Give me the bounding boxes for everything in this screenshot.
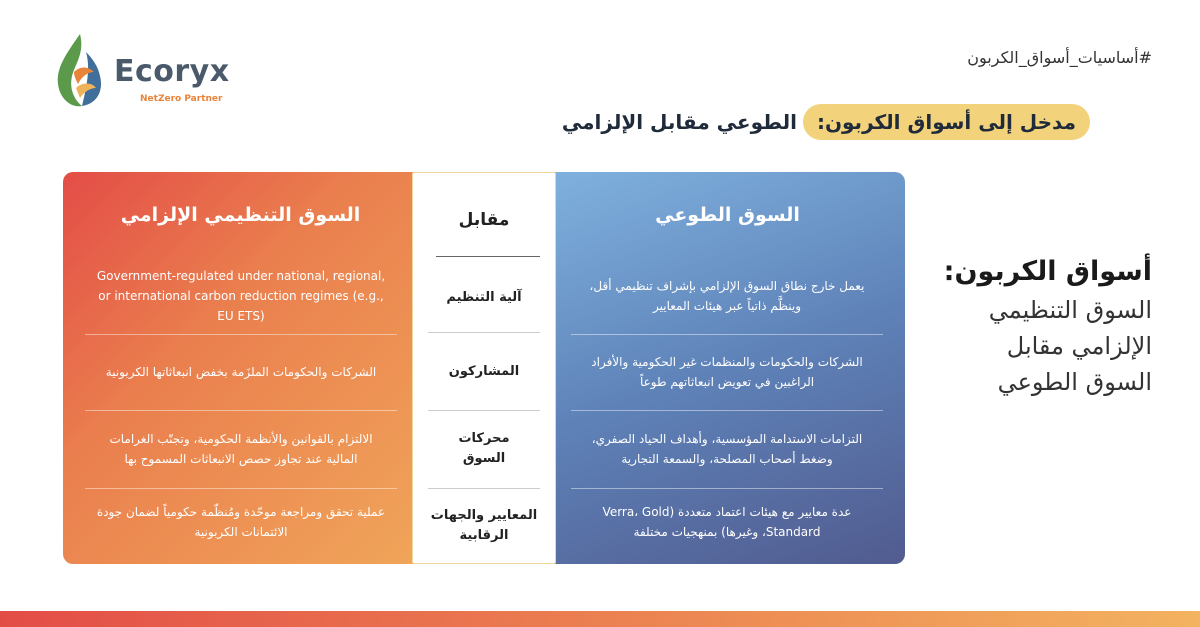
side-title-line1: أسواق الكربون: — [943, 256, 1152, 287]
bottom-gradient-bar — [0, 611, 1200, 627]
compliance-participants-cell: الشركات والحكومات الملزَمة بخفض انبعاثاتها الكربونية — [105, 365, 377, 379]
headline-rest: الطوعي مقابل الإلزامي — [561, 110, 797, 134]
side-title-line2: السوق التنظيمي — [988, 296, 1152, 324]
middle-header-underline — [436, 256, 540, 257]
row-label-drivers: محركات السوق — [458, 431, 510, 466]
row-divider — [571, 488, 883, 489]
row-label-regulation: آلية التنظيم — [446, 290, 522, 305]
compliance-regulation-cell: Government-regulated under national, regional, or international carbon reduction regimes (e.g., EU ETS) — [96, 269, 386, 323]
leaf-drop-icon — [52, 32, 108, 112]
side-title-line4: السوق الطوعي — [997, 368, 1152, 396]
voluntary-standards-cell: عدة معايير مع هيئات اعتماد متعددة (Verra، Gold Standard، وغيرها) بمنهجيات مختلفة — [602, 505, 852, 539]
brand-tagline: NetZero Partner — [140, 94, 223, 104]
hashtag: #أساسيات_أسواق_الكربون — [967, 48, 1152, 67]
brand-logo — [52, 32, 252, 112]
voluntary-regulation-cell: يعمل خارج نطاق السوق الإلزامي بإشراف تنظيمي أقل، وينظَّم ذاتياً عبر هيئات المعايير — [589, 279, 865, 313]
voluntary-participants-cell: الشركات والحكومات والمنظمات غير الحكومية والأفراد الراغبين في تعويض انبعاثاتهم طوعاً — [591, 355, 863, 389]
row-divider — [428, 332, 540, 333]
voluntary-drivers-cell: التزامات الاستدامة المؤسسية، وأهداف الحياد الصفري، وضغط أصحاب المصلحة، والسمعة التجارية — [591, 432, 863, 466]
brand-name: Ecoryx — [114, 54, 230, 89]
row-divider — [428, 488, 540, 489]
row-divider — [85, 410, 397, 411]
headline — [562, 102, 1090, 142]
middle-header: مقابل — [458, 210, 510, 230]
row-divider — [428, 410, 540, 411]
compliance-header: السوق التنظيمي الإلزامي — [120, 204, 361, 226]
comparison-table — [63, 172, 905, 564]
compliance-standards-cell: عملية تحقق ومراجعة موحّدة ومُنظّمة حكومياً لضمان جودة الائتمانات الكربونية — [96, 505, 386, 539]
voluntary-header: السوق الطوعي — [655, 204, 800, 226]
row-label-standards: المعايير والجهات الرقابية — [430, 508, 538, 543]
side-title-line3: الإلزامي مقابل — [1006, 332, 1152, 360]
row-label-participants: المشاركون — [448, 364, 520, 379]
row-divider — [571, 334, 883, 335]
row-divider — [571, 410, 883, 411]
compliance-drivers-cell: الالتزام بالقوانين والأنظمة الحكومية، وتجنّب الغرامات المالية عند تجاوز حصص الانبعاثات المسموح بها — [109, 432, 373, 466]
side-title — [912, 252, 1152, 400]
row-divider — [85, 334, 397, 335]
row-divider — [85, 488, 397, 489]
headline-highlight: مدخل إلى أسواق الكربون: — [803, 104, 1090, 140]
